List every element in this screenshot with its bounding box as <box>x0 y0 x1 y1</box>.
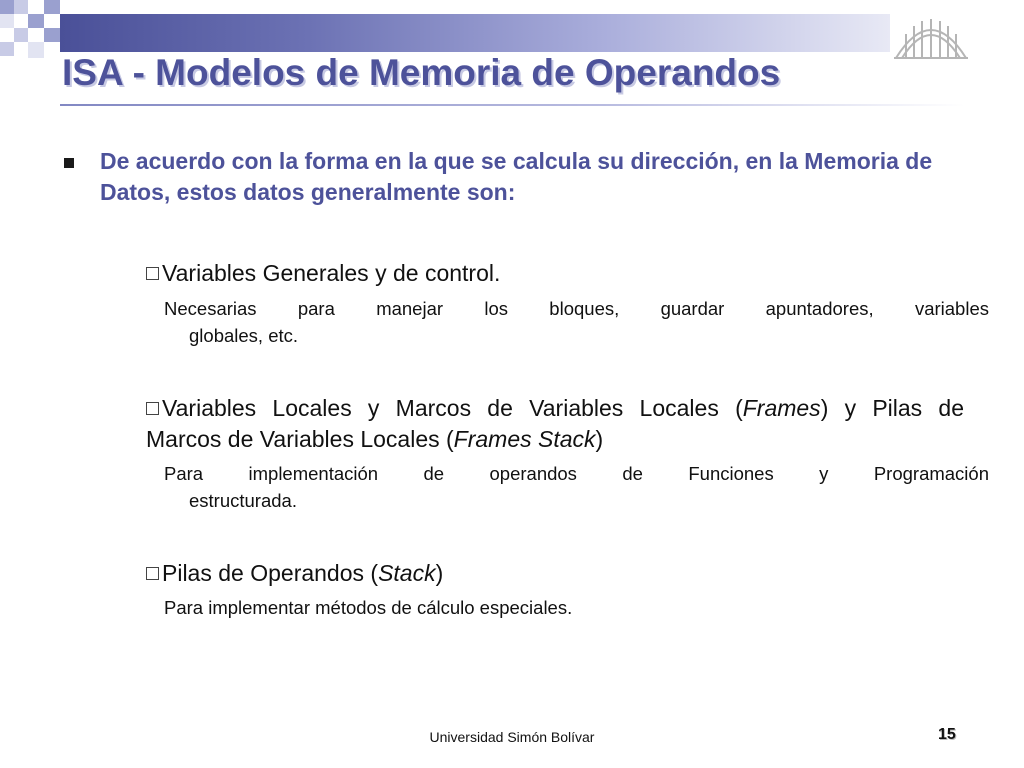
decor-square <box>0 42 14 56</box>
description-line: Para implementar métodos de cálculo especiales. <box>164 597 573 618</box>
decor-square <box>44 0 60 14</box>
main-bullet-text: De acuerdo con la forma en la que se calcula su dirección, en la Memoria de Datos, estos datos generalmente son: <box>100 148 933 205</box>
description-line: estructurada. <box>189 490 297 511</box>
description-line: globales, etc. <box>189 325 299 346</box>
decor-square <box>28 42 44 58</box>
heading-text: Pilas de Operandos ( <box>162 560 379 586</box>
description-line: Para implementación de operandos de Funciones y Programación <box>164 463 989 484</box>
slide-title: ISA - Modelos de Memoria de Operandos <box>62 52 781 93</box>
heading-text: ) <box>595 426 604 452</box>
checkbox-bullet-icon <box>146 567 159 580</box>
heading-italic: Frames <box>742 395 821 421</box>
heading-italic: Frames Stack <box>453 426 596 452</box>
usb-logo-icon <box>890 8 972 64</box>
page-number: 15 <box>938 726 956 743</box>
decor-square <box>14 28 28 42</box>
heading-line <box>146 424 964 455</box>
heading-text: ) <box>435 560 444 586</box>
decor-square <box>14 0 28 14</box>
checkbox-bullet-icon <box>146 267 159 280</box>
decor-square <box>44 28 60 42</box>
heading-text: ) y Pilas de <box>820 395 964 421</box>
sub-item-heading <box>146 558 964 589</box>
heading-text: Marcos de Variables Locales ( <box>146 426 454 452</box>
footer-text: Universidad Simón Bolívar <box>429 729 595 745</box>
sub-item-heading <box>146 393 964 455</box>
sub-item-heading <box>146 258 964 289</box>
description-line: Necesarias para manejar los bloques, guardar apuntadores, variables <box>164 298 989 319</box>
sub-item-description <box>164 594 989 621</box>
heading-italic: Stack <box>378 560 436 586</box>
sub-item-description <box>164 460 989 514</box>
sub-item-heading-text: Variables Generales y de control. <box>162 260 501 286</box>
checkbox-bullet-icon <box>146 402 159 415</box>
decor-square <box>28 14 44 28</box>
heading-text: Variables Locales y Marcos de Variables Locales ( <box>162 395 743 421</box>
main-bullet <box>62 146 967 208</box>
header-band <box>60 14 890 52</box>
decor-square <box>0 14 14 28</box>
decor-square <box>0 0 14 14</box>
title-underline <box>60 104 965 106</box>
square-bullet-icon <box>64 158 74 168</box>
heading-line <box>146 393 964 424</box>
sub-item-description <box>164 295 989 349</box>
